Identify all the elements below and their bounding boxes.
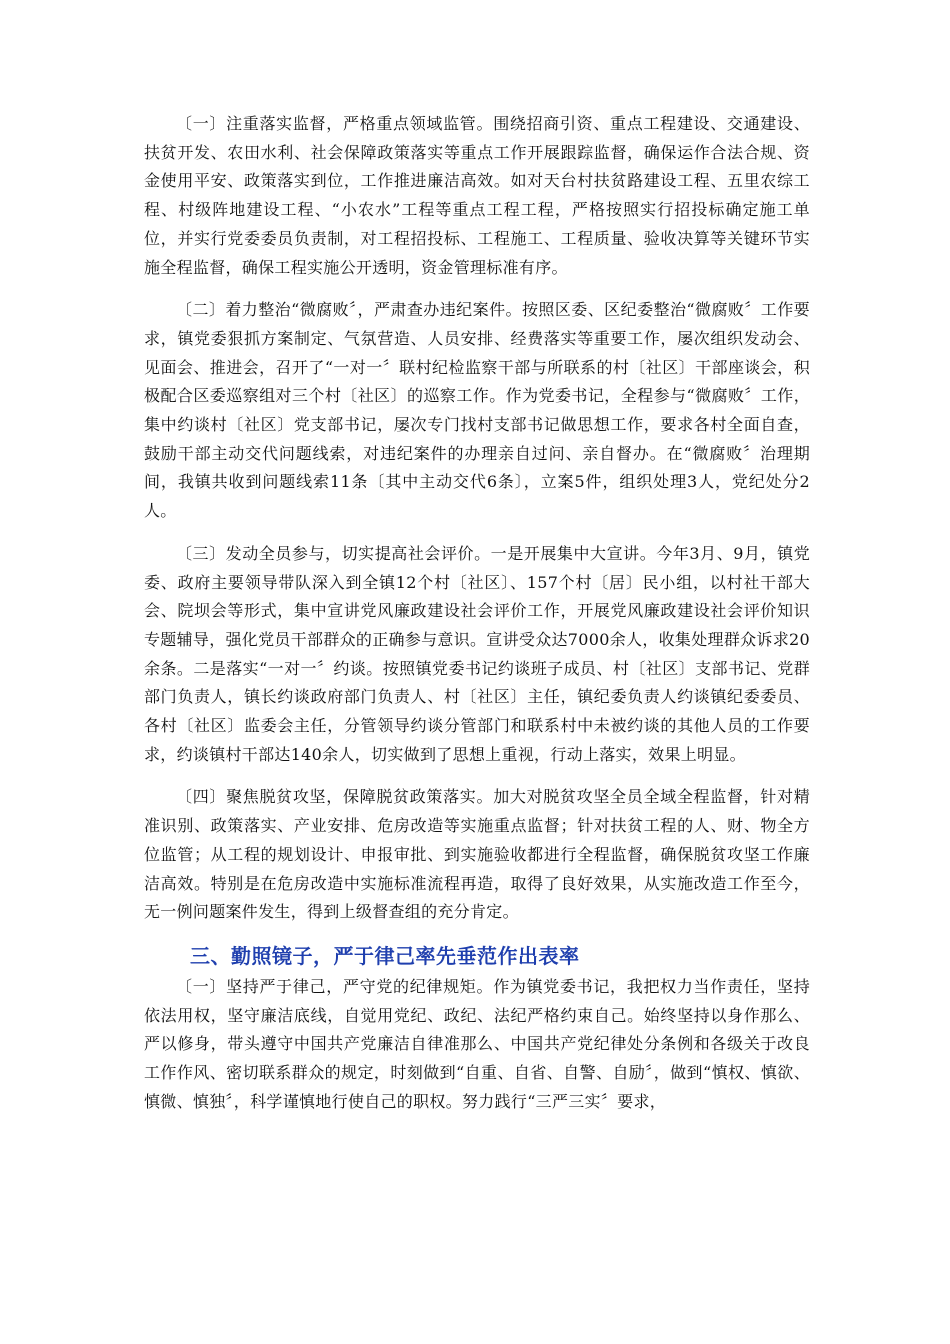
paragraph-2: 〔二〕着力整治“微腐败〞，严肃查办违纪案件。按照区委、区纪委整治“微腐败〞工作要求，镇党委狠抓方案制定、气氛营造、人员安排、经费落实等重要工作，屡次组织发动会、见面会、推进会，召开了“一对一〞联村纪检监察干部与所联系的村〔社区〕干部座谈会，积极配合区委巡察组对三个村〔社区〕的巡察工作。作为党委书记，全程参与“微腐败〞工作，集中约谈村〔社区〕党支部书记，屡次专门找村支部书记做思想工作，要求各村全面自查，鼓励干部主动交代问题线索，对违纪案件的办理亲自过问、亲自督办。在“微腐败〞治理期间，我镇共收到问题线索11条〔其中主动交代6条〕，立案5件，组织处理3人，党纪处分2人。 <box>144 300 810 521</box>
paragraph-1: 〔一〕注重落实监督，严格重点领域监管。围绕招商引资、重点工程建设、交通建设、扶贫开发、农田水利、社会保障政策落实等重点工作开展跟踪监督，确保运作合法合规、资金使用平安、政策落实到位，工作推进廉洁高效。如对天台村扶贫路建设工程、五里农综工程、村级阵地建设工程、“小农水”工程等重点工程工程，严格按照实行招投标确定施工单位，并实行党委委员负责制，对工程招投标、工程施工、工程质量、验收决算等关键环节实施全程监督，确保工程实施公开透明，资金管理标准有序。 <box>144 114 810 277</box>
section-paragraph-1: 〔一〕坚持严于律己，严守党的纪律规矩。作为镇党委书记，我把权力当作责任，坚持依法用权，坚守廉洁底线，自觉用党纪、政纪、法纪严格约束自己。始终坚持以身作那么、严以修身，带头遵守中国共产党廉洁自律准那么、中国共产党纪律处分条例和各级关于改良工作作风、密切联系群众的规定，时刻做到“自重、自省、自警、自励〞，做到“慎权、慎欲、慎微、慎独〞，科学谨慎地行使自己的职权。努力践行“三严三实〞要求， <box>144 976 810 1111</box>
paragraph-4: 〔四〕聚焦脱贫攻坚，保障脱贫政策落实。加大对脱贫攻坚全员全域全程监督，针对精准识别、政策落实、产业安排、危房改造等实施重点监督；针对扶贫工程的人、财、物全方位监管；从工程的规划设计、申报审批、到实施验收都进行全程监督，确保脱贫攻坚工作廉洁高效。特别是在危房改造中实施标准流程再造，取得了良好效果，从实施改造工作至今，无一例问题案件发生，得到上级督查组的充分肯定。 <box>144 787 810 922</box>
paragraph-3: 〔三〕发动全员参与，切实提高社会评价。一是开展集中大宣讲。今年3月、9月，镇党委、政府主要领导带队深入到全镇12个村〔社区〕、157个村〔居〕民小组，以村社干部大会、院坝会等形式，集中宣讲党风廉政建设社会评价工作，开展党风廉政建设社会评价知识专题辅导，强化党员干部群众的正确参与意识。宣讲受众达7000余人，收集处理群众诉求20余条。二是落实“一对一〞约谈。按照镇党委书记约谈班子成员、村〔社区〕支部书记、党群部门负责人，镇长约谈政府部门负责人、村〔社区〕主任，镇纪委负责人约谈镇纪委委员、各村〔社区〕监委会主任，分管领导约谈分管部门和联系村中未被约谈的其他人员的工作要求，约谈镇村干部达140余人，切实做到了思想上重视，行动上落实，效果上明显。 <box>144 543 810 764</box>
section-heading: 三、勤照镜子，严于律己率先垂范作出表率 <box>190 943 580 968</box>
document-body <box>144 110 810 1131</box>
